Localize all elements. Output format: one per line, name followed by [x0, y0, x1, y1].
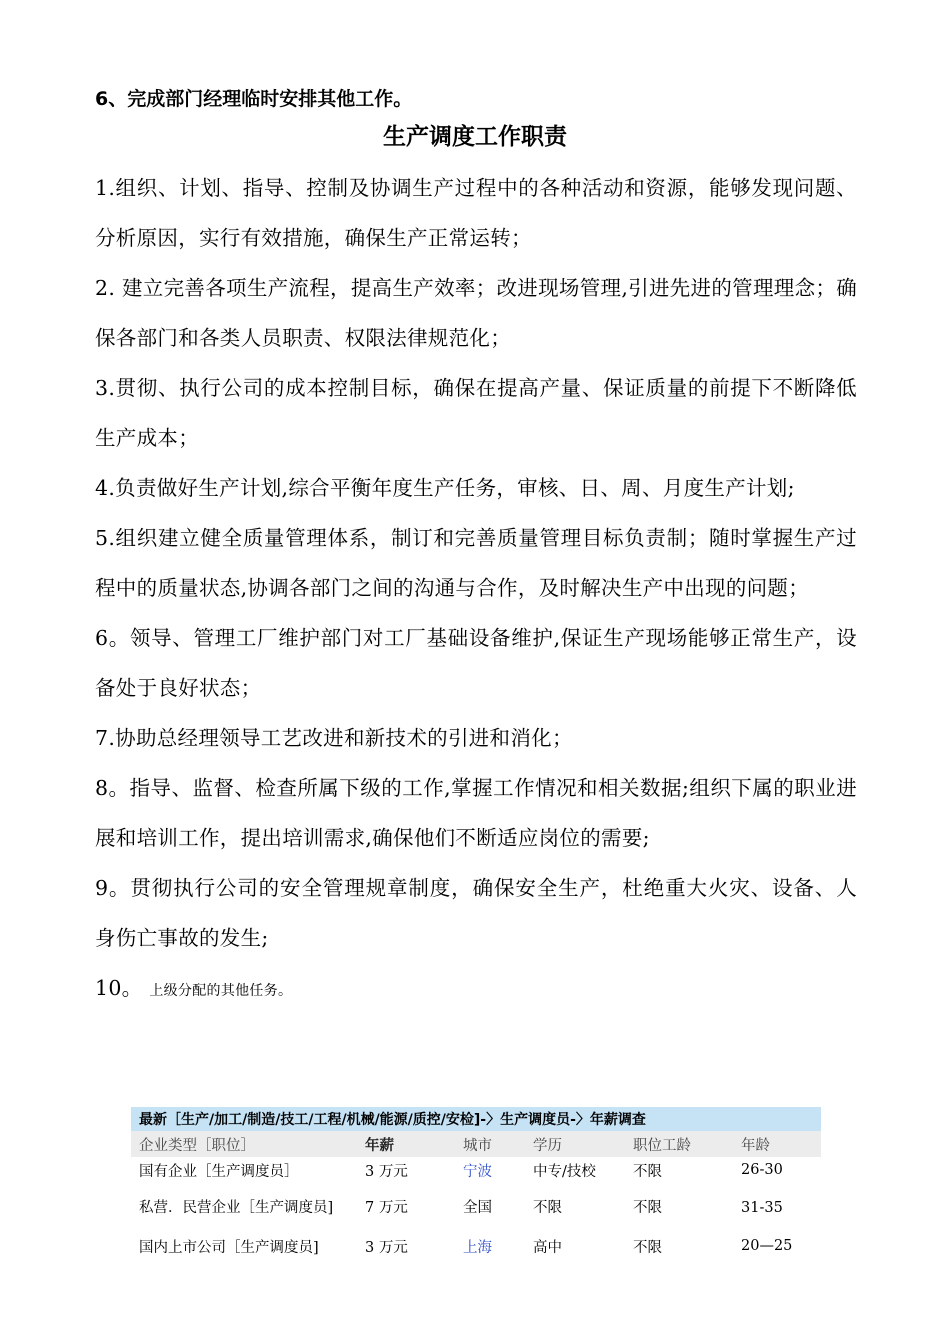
- header-city: 城市: [455, 1131, 525, 1157]
- duty-item-10-text: 上级分配的其他任务。: [149, 983, 293, 999]
- header-age: 年龄: [733, 1131, 821, 1157]
- duty-item-2: 2. 建立完善各项生产流程，提高生产效率；改进现场管理,引进先进的管理理念；确保各部门和各类人员职责、权限法律规范化；: [95, 276, 857, 350]
- duty-item-3: 3.贯彻、执行公司的成本控制目标，确保在提高产量、保证质量的前提下不断降低生产成本；: [95, 376, 857, 450]
- duty-item-4: 4.负责做好生产计划,综合平衡年度生产任务，审核、日、周、月度生产计划;: [95, 476, 795, 500]
- duty-item-8: 8。指导、监督、检查所属下级的工作,掌握工作情况和相关数据;组织下属的职业进展和培训工作，提出培训需求,确保他们不断适应岗位的需要;: [95, 776, 857, 850]
- header-salary: 年薪: [357, 1131, 455, 1157]
- cell-city: 全国: [463, 1200, 492, 1216]
- cell-city-link[interactable]: 宁波: [463, 1163, 492, 1180]
- salary-table-header-row: [131, 1131, 821, 1157]
- cell-salary: 7 万元: [365, 1200, 408, 1216]
- duty-item-10-number: 10。: [95, 976, 143, 1000]
- duty-item-7: 7.协助总经理领导工艺改进和新技术的引进和消化；: [95, 726, 573, 750]
- cell-company-type: 国内上市公司［生产调度员]: [139, 1239, 319, 1256]
- cell-company-type: 国有企业［生产调度员］: [139, 1163, 299, 1180]
- page-title: 生产调度工作职责: [383, 124, 567, 150]
- duty-item-5: 5.组织建立健全质量管理体系，制订和完善质量管理目标负责制；随时掌握生产过程中的质量状态,协调各部门之间的沟通与合作，及时解决生产中出现的问题；: [95, 526, 857, 600]
- cell-company-type: 私营．民营企业［生产调度员]: [139, 1200, 334, 1216]
- salary-table-caption-row: [131, 1107, 821, 1131]
- cell-education: 中专/技校: [533, 1163, 596, 1180]
- duties-list: [95, 163, 857, 1016]
- cell-age: 31-35: [741, 1200, 783, 1216]
- intro-line: 6、完成部门经理临时安排其他工作。: [95, 88, 413, 110]
- cell-experience: 不限: [633, 1163, 662, 1180]
- duty-item-1: 1.组织、计划、指导、控制及协调生产过程中的各种活动和资源，能够发现问题、分析原因，实行有效措施，确保生产正常运转；: [95, 176, 857, 250]
- cell-city-link[interactable]: 上海: [463, 1239, 492, 1256]
- salary-table-caption: 最新［生产/加工/制造/技工/工程/机械/能源/质控/安检]-〉生产调度员-〉年薪调查: [131, 1107, 821, 1131]
- cell-education: 不限: [533, 1200, 562, 1216]
- header-education: 学历: [525, 1131, 625, 1157]
- duty-item-9: 9。贯彻执行公司的安全管理规章制度，确保安全生产，杜绝重大火灾、设备、人身伤亡事故的发生;: [95, 876, 857, 950]
- cell-age: 26-30: [741, 1162, 783, 1178]
- cell-experience: 不限: [633, 1200, 662, 1216]
- table-row: [131, 1183, 821, 1233]
- cell-age: 20—25: [741, 1238, 793, 1254]
- duty-item-10: [95, 963, 857, 1016]
- duty-item-6: 6。领导、管理工厂维护部门对工厂基础设备维护,保证生产现场能够正常生产，设备处于良好状态；: [95, 626, 857, 700]
- cell-education: 高中: [533, 1239, 562, 1256]
- cell-salary: 3 万元: [365, 1239, 408, 1256]
- cell-experience: 不限: [633, 1239, 662, 1256]
- cell-salary: 3 万元: [365, 1163, 408, 1180]
- table-row: [131, 1233, 821, 1259]
- header-company-type: 企业类型［职位］: [131, 1131, 357, 1157]
- table-row: [131, 1157, 821, 1183]
- header-experience: 职位工龄: [625, 1131, 733, 1157]
- salary-survey-table: [131, 1107, 821, 1259]
